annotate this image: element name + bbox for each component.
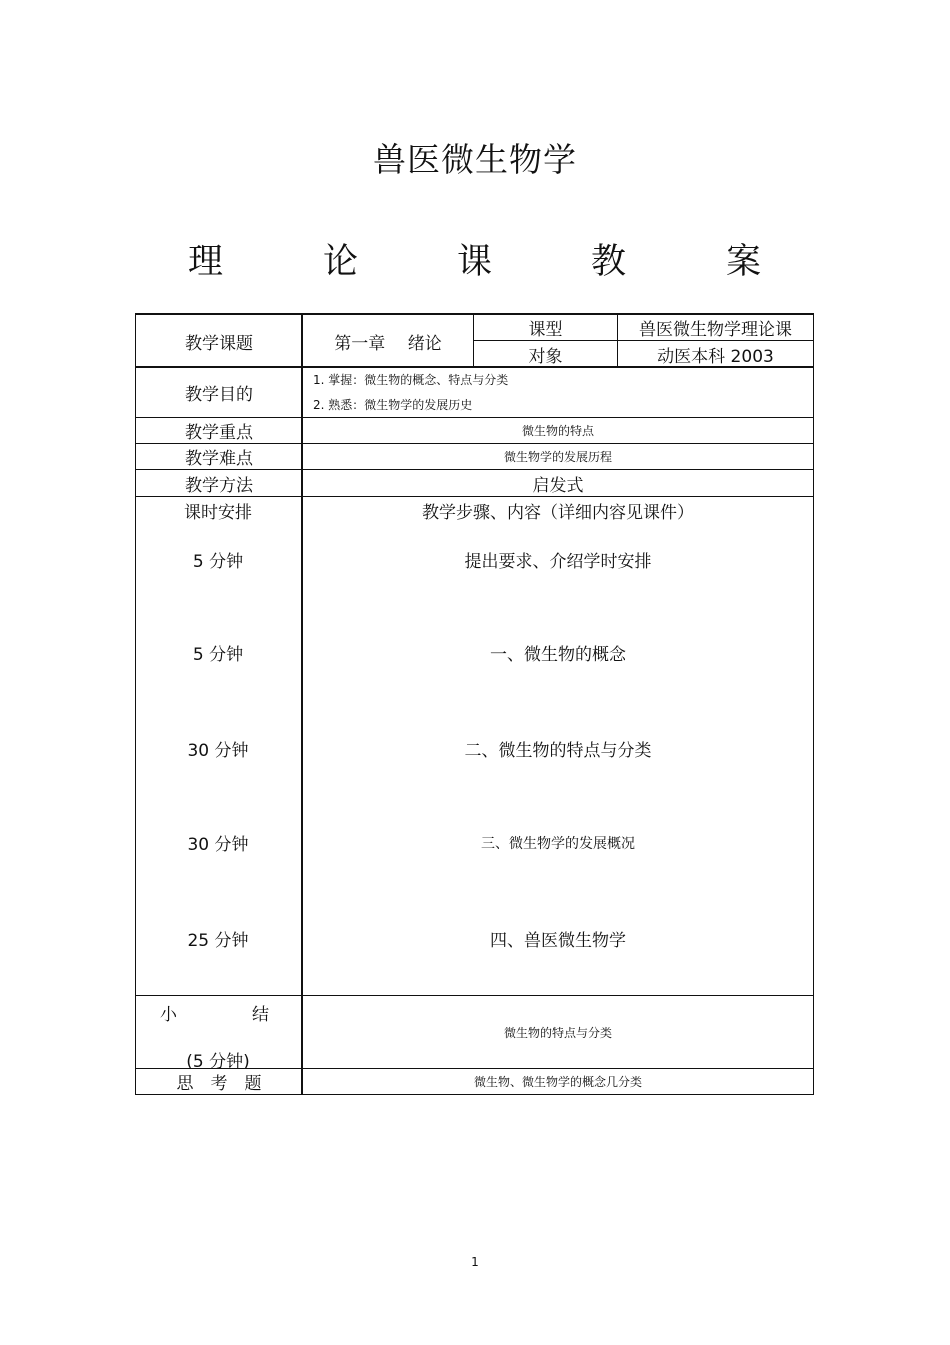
type-label: 课型 (473, 313, 618, 341)
schedule-time-5: 25 分钟 (187, 931, 249, 951)
schedule-content-2: 一、微生物的概念 (490, 645, 626, 665)
topic-value: 第一章 绪论 (301, 313, 474, 368)
summary-value: 微生物的特点与分类 (301, 995, 814, 1069)
document-subtitle (0, 234, 950, 282)
topic-label: 教学课题 (135, 313, 303, 368)
goal-label: 教学目的 (135, 366, 303, 418)
question-value: 微生物、微生物学的概念几分类 (301, 1068, 814, 1095)
subtitle-char-4: 教 (591, 242, 627, 282)
schedule-content-4: 三、微生物学的发展概况 (481, 836, 635, 852)
subtitle-char-3: 课 (457, 242, 493, 282)
schedule-time-3: 30 分钟 (187, 741, 249, 761)
method-value: 启发式 (301, 469, 814, 497)
key-value: 微生物的特点 (301, 417, 814, 444)
audience-value: 动医本科 2003 (617, 340, 814, 368)
method-label: 教学方法 (135, 469, 303, 497)
question-label: 思 考 题 (135, 1068, 303, 1095)
schedule-label: 课时安排 (184, 503, 252, 523)
schedule-time-1: 5 分钟 (192, 552, 244, 572)
document-title: 兽医微生物学 (373, 140, 577, 179)
summary-time: (5 分钟) (186, 1052, 250, 1072)
difficulty-value: 微生物学的发展历程 (301, 443, 814, 470)
difficulty-label: 教学难点 (135, 443, 303, 470)
schedule-content-1: 提出要求、介绍学时安排 (464, 552, 652, 572)
summary-label-left: 小 (160, 1005, 177, 1025)
steps-label: 教学步骤、内容（详细内容见课件） (422, 503, 694, 523)
schedule-content-5: 四、兽医微生物学 (490, 931, 626, 951)
subtitle-char-5: 案 (726, 242, 762, 282)
schedule-content-3: 二、微生物的特点与分类 (464, 741, 652, 761)
subtitle-char-1: 理 (188, 242, 224, 282)
subtitle-char-2: 论 (323, 242, 359, 282)
goal-line-1: 1. 掌握：微生物的概念、特点与分类 (313, 373, 509, 387)
goal-line-2: 2. 熟悉：微生物学的发展历史 (313, 398, 473, 412)
summary-label-right: 结 (252, 1005, 269, 1025)
key-label: 教学重点 (135, 417, 303, 444)
page-number: 1 (471, 1255, 479, 1269)
type-value: 兽医微生物学理论课 (617, 313, 814, 341)
schedule-time-2: 5 分钟 (192, 645, 244, 665)
schedule-time-4: 30 分钟 (187, 835, 249, 855)
goal-value (301, 366, 814, 418)
audience-label: 对象 (473, 340, 618, 368)
